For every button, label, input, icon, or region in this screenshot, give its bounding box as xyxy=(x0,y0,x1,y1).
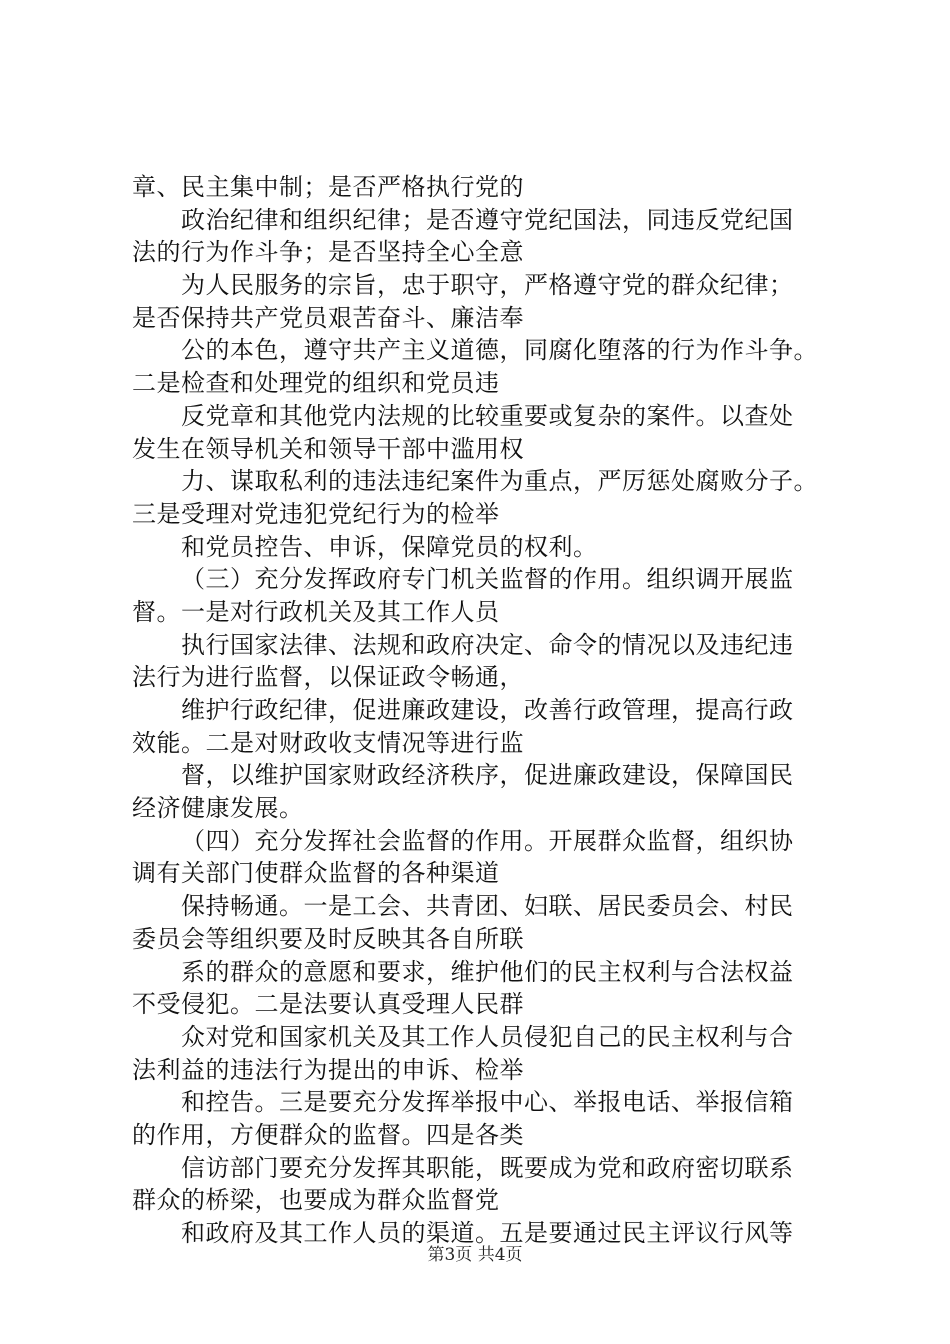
text-line: 调有关部门使群众监督的各种渠道 xyxy=(132,859,500,888)
document-body xyxy=(132,171,852,1250)
section-heading-line: （四）充分发挥社会监督的作用。开展群众监督，组织协 xyxy=(181,826,794,855)
text-line: 法利益的违法行为提出的申诉、检举 xyxy=(132,1055,524,1084)
text-line: 章、民主集中制；是否严格执行党的 xyxy=(132,173,524,201)
text-line: 效能。二是对财政收支情况等进行监 xyxy=(132,728,524,757)
text-line: 经济健康发展。 xyxy=(132,794,304,823)
text-line: 督。一是对行政机关及其工作人员 xyxy=(132,597,500,626)
text-line: 公的本色，遵守共产主义道德，同腐化堕落的行为作斗争。 xyxy=(181,336,818,365)
page-number-footer: 第3页 共4页 xyxy=(427,1245,523,1265)
text-line: 众对党和国家机关及其工作人员侵犯自己的民主权利与合 xyxy=(181,1022,794,1051)
text-line: 保持畅通。一是工会、共青团、妇联、居民委员会、村民 xyxy=(181,892,794,921)
text-line: 为人民服务的宗旨，忠于职守，严格遵守党的群众纪律； xyxy=(181,271,794,300)
text-line: 系的群众的意愿和要求，维护他们的民主权利与合法权益 xyxy=(181,957,794,986)
text-line: 维护行政纪律，促进廉政建设，改善行政管理，提高行政 xyxy=(181,696,794,724)
text-line: 二是检查和处理党的组织和党员违 xyxy=(132,369,500,398)
text-line: 法的行为作斗争；是否坚持全心全意 xyxy=(132,238,524,267)
text-line: 督，以维护国家财政经济秩序，促进廉政建设，保障国民 xyxy=(181,761,794,790)
text-line: 委员会等组织要及时反映其各自所联 xyxy=(132,924,524,953)
text-line: 和党员控告、申诉，保障党员的权利。 xyxy=(181,532,598,561)
text-line: 发生在领导机关和领导干部中滥用权 xyxy=(132,434,524,463)
text-line: 是否保持共产党员艰苦奋斗、廉洁奉 xyxy=(132,303,524,332)
text-line: 政治纪律和组织纪律；是否遵守党纪国法，同违反党纪国 xyxy=(181,205,794,234)
text-line: 和控告。三是要充分发挥举报中心、举报电话、举报信箱 xyxy=(181,1088,794,1117)
text-line: 和政府及其工作人员的渠道。五是要通过民主评议行风等 xyxy=(181,1219,794,1247)
text-line: 的作用，方便群众的监督。四是各类 xyxy=(132,1120,524,1149)
text-line: 三是受理对党违犯党纪行为的检举 xyxy=(132,499,500,528)
text-line: 群众的桥梁，也要成为群众监督党 xyxy=(132,1186,500,1215)
text-line: 法行为进行监督，以保证政令畅通， xyxy=(132,663,524,692)
text-line: 信访部门要充分发挥其职能，既要成为党和政府密切联系 xyxy=(181,1153,794,1182)
text-line: 力、谋取私利的违法违纪案件为重点，严厉惩处腐败分子。 xyxy=(181,467,818,496)
text-line: 反党章和其他党内法规的比较重要或复杂的案件。以查处 xyxy=(181,401,794,430)
text-line: 不受侵犯。二是法要认真受理人民群 xyxy=(132,990,524,1019)
text-line: 执行国家法律、法规和政府决定、命令的情况以及违纪违 xyxy=(181,630,794,659)
section-heading-line: （三）充分发挥政府专门机关监督的作用。组织调开展监 xyxy=(181,565,794,594)
